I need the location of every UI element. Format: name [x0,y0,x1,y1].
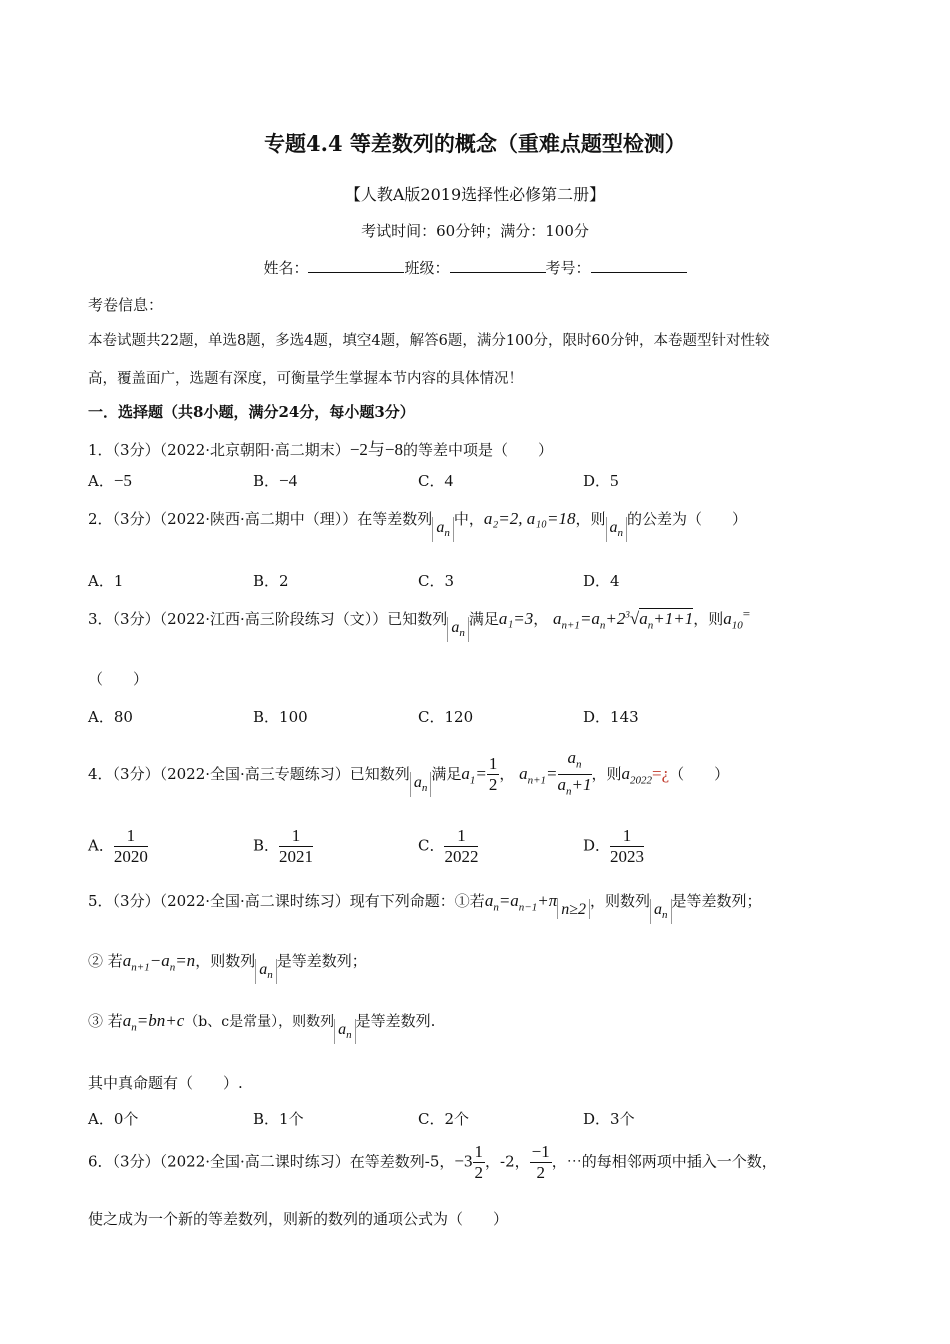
question-6 [88,1142,777,1183]
q4-option-a[interactable]: A． $\frac{1}{2020}$ [88,826,148,866]
q1-stem: 1．（3分）（2022·北京朝阳·高二期末） [88,441,350,459]
q4-paren: （ ） [669,764,730,783]
q2-option-d[interactable]: D．4 [583,572,620,590]
q5-seq-1: $a_n$ [650,899,672,924]
q5-option-c[interactable]: C．2个 [418,1110,470,1128]
q5-option-a[interactable]: A．0个 [88,1110,139,1128]
q5-prop-3: ③ 若$a_n=bn+c(b$、c是常量），则数列 $a_n$是等差数列. [88,1010,435,1044]
q2-option-b[interactable]: B．2 [253,572,289,590]
name-blank[interactable] [308,258,404,273]
info-line-2: 高，覆盖面广，选题有深度，可衡量学生掌握本节内容的具体情况！ [88,371,523,387]
q3-option-b[interactable]: B．100 [253,708,308,726]
q1-option-a[interactable]: A．−5 [88,471,132,490]
q6-tail: ，⋯的每相邻两项中插入一个数， [551,1152,777,1171]
q3-ask: $a_{10}$ [723,609,743,632]
q4-stem: 4．（3分）（2022·全国·高三专题练习）已知数列 [88,764,410,783]
q3-recurrence: $a_{n+1}=a_n+2^3√a_n+1+1$ [553,609,694,632]
q3-option-c[interactable]: C．120 [418,708,474,726]
q3-stem: 3．（3分）（2022·江西·高三阶段练习（文））已知数列 [88,610,448,628]
q1-option-c[interactable]: C．4 [418,471,453,490]
exam-info: 考试时间：60分钟；满分：100分 [361,222,589,240]
q4-option-b[interactable]: B． $\frac{1}{2021}$ [253,826,314,866]
q2-option-a[interactable]: A．1 [88,572,124,590]
question-1 [88,435,553,460]
q4-glyph: =¿ [652,763,670,783]
q3-mid: 满足 [468,610,499,628]
info-heading: 考卷信息： [88,296,164,314]
q1-option-d[interactable]: D．5 [583,471,619,490]
q2-option-c[interactable]: C．3 [418,572,455,590]
q6-mid: ，-2， [485,1152,530,1171]
q4-seq: $a_n$ [410,772,432,797]
info-line-1: 本卷试题共22题，单选8题，多选4题，填空4题，解答6题，满分100分，限时60分钟，本卷题型针对性较 [88,333,770,349]
question-4: 4．（3分）（2022·全国·高三专题练习）已知数列 $a_n$满足$a_1=$ $\frac{1}{2}$ ， $a_{n+1}=$ $\frac{a_n}{a_n+1}$ ，则$a_{2022}=¿$（ ） [88,748,729,802]
q3-then: ，则 [693,610,724,628]
q4-half: $\frac{1}{2}$ [488,754,498,795]
q5-prop-1-then: ，则数列 [590,892,651,910]
q6-mixed-whole: −3 [454,1151,473,1171]
q6-stem: 6．（3分）（2022·全国·高二课时练习）在等差数列-5， [88,1152,455,1171]
q5-stem: 5．（3分）（2022·全国·高二课时练习）现有下列命题：①若 [88,892,485,910]
q4-option-d[interactable]: D． $\frac{1}{2023}$ [583,826,645,866]
q4-then: ，则 [591,764,622,783]
q1-tail: 的等差中项是（ ） [403,441,554,459]
q5-option-b[interactable]: B．1个 [253,1110,304,1128]
student-fields [0,257,950,278]
q5-option-d[interactable]: D．3个 [583,1110,635,1128]
q2-tail: 的公差为（ ） [627,510,748,528]
q6-line-2: 使之成为一个新的等差数列，则新的数列的通项公式为（ ） [88,1210,509,1228]
q5-prop-1: $a_n=a_{n-1}+\pi$ n≥2 [485,891,590,910]
q6-mixed-frac: $\frac{1}{2}$ [474,1142,484,1182]
q3-option-a[interactable]: A．80 [88,708,133,726]
class-blank[interactable] [450,258,546,273]
q3-seq: $a_n$ [447,617,469,642]
q3-eq: = [742,606,751,621]
q4-option-c[interactable]: C． $\frac{1}{2022}$ [418,826,479,866]
q3-cond-1: a₁=3 [498,609,534,628]
q3-option-d[interactable]: D．143 [583,708,639,726]
q5-ask: 其中真命题有（ ）. [88,1074,243,1092]
q5-prop-2: ② 若$a_{n+1}-a_n=n$，则数列 $a_n$是等差数列； [88,950,367,984]
q6-frac: $\frac{-1}{2}$ [531,1142,550,1182]
q4-a1: $a_1=$ [461,763,487,787]
q4-mid: 满足 [431,764,462,783]
page-title: 专题4.4 等差数列的概念（重难点题型检测） [264,131,686,156]
q1-math: −2与−8 [349,440,403,459]
question-3: 3．（3分）（2022·江西·高三阶段练习（文））已知数列 $a_n$满足a₁=3， $a_{n+1}=a_n+2^3√a_n+1+1$，则$a_{10}^=$ [88,606,750,642]
q2-stem: 2．（3分）（2022·陕西·高二期中（理））在等差数列 [88,510,433,528]
q5-prop-1-end: 是等差数列； [671,892,762,910]
q4-recurrence-frac: $\frac{a_n}{a_n+1}$ [557,748,592,798]
class-label: 班级： [404,259,450,277]
q2-seq: $a_n$ [432,517,454,542]
q4-recurrence-lhs: $a_{n+1}=$ [519,763,558,787]
section-title: 一．选择题（共8小题，满分24分，每小题3分） [88,403,415,421]
edition-line: 【人教A版2019选择性必修第二册】 [344,185,606,204]
question-5 [88,890,762,924]
id-blank[interactable] [591,258,687,273]
q3-paren: （ ） [88,670,149,688]
q2-condition: a₂=2, a₁₀=18 [483,509,576,528]
q2-seq-2: $a_n$ [606,517,628,542]
q4-ask: $a_{2022}$ [621,763,653,787]
q2-mid: 中， [453,510,484,528]
q1-option-b[interactable]: B．−4 [253,471,298,490]
name-label: 姓名： [263,259,309,277]
q2-then: ，则 [575,510,606,528]
question-2 [88,508,747,542]
id-label: 考号： [545,259,591,277]
